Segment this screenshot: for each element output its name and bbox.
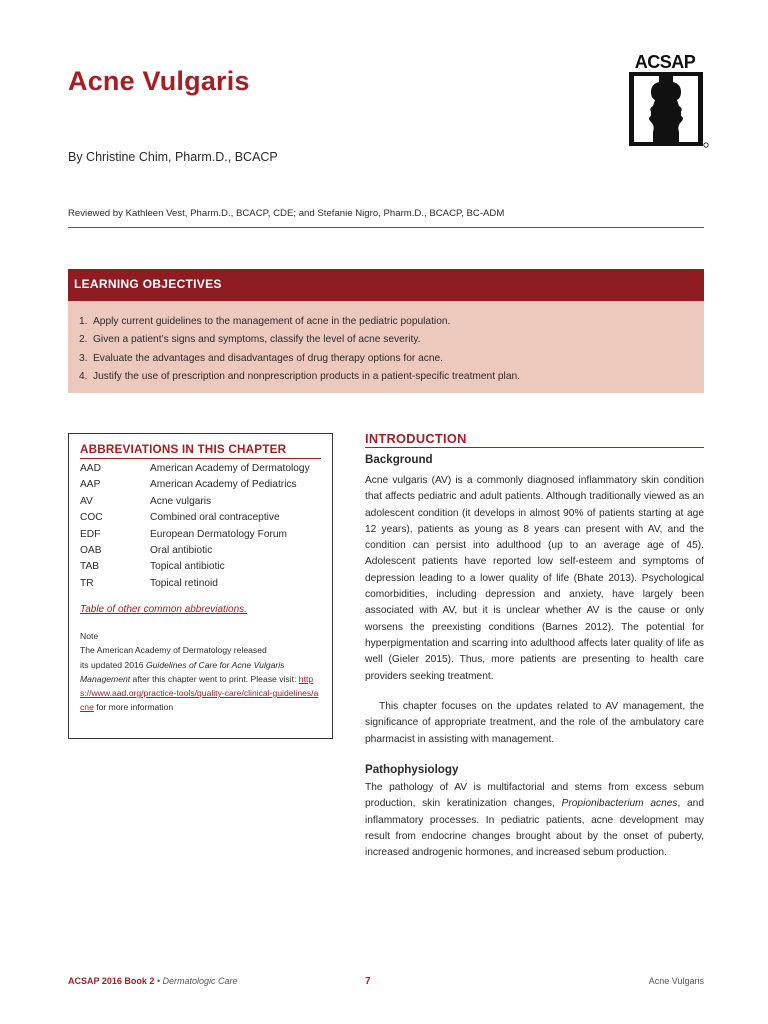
abbreviation-term: AAP bbox=[80, 479, 101, 491]
paragraph-text: , and inflammatory processes. In pediatric patients, acne development may result from endocrine changes brought about by the onset of puberty, increased androgenic hormones, and increased sebum production. bbox=[365, 798, 704, 859]
objective-number: 1. bbox=[79, 316, 88, 327]
author-line: By Christine Chim, Pharm.D., BCACP bbox=[68, 150, 278, 164]
abbreviation-row bbox=[80, 578, 321, 590]
footer-section: Dermatologic Care bbox=[162, 976, 238, 986]
footer-book-info bbox=[68, 976, 238, 986]
objective-text: Justify the use of prescription and nonprescription products in a patient-specific treatment plan. bbox=[93, 370, 520, 382]
page-number: 7 bbox=[365, 976, 371, 987]
learning-objectives-box bbox=[68, 269, 704, 393]
objective-text: Given a patient’s signs and symptoms, classify the level of acne severity. bbox=[93, 334, 421, 346]
objective-item bbox=[79, 368, 704, 386]
abbreviation-meaning: American Academy of Pediatrics bbox=[150, 479, 297, 491]
objective-text: Evaluate the advantages and disadvantages of drug therapy options for acne. bbox=[93, 352, 444, 364]
note-text: after this chapter went to print. Please visit: bbox=[130, 673, 299, 684]
abbreviation-term: AAD bbox=[80, 463, 101, 474]
objective-text: Apply current guidelines to the management of acne in the pediatric population. bbox=[93, 316, 451, 327]
note-paragraph bbox=[80, 658, 321, 715]
abbreviation-row bbox=[80, 561, 321, 573]
objective-item bbox=[79, 350, 704, 368]
page-title: Acne Vulgaris bbox=[68, 66, 250, 96]
objective-number: 4. bbox=[79, 370, 88, 382]
abbreviation-meaning: Acne vulgaris bbox=[150, 495, 212, 507]
paragraph-text: This chapter focuses on the updates related to AV management, the significance of appropriate treatment, and the role of the ambulatory care pharmacist in assisting with management. bbox=[365, 701, 704, 745]
reviewers-line: Reviewed by Kathleen Vest, Pharm.D., BCACP, CDE; and Stefanie Nigro, Pharm.D., BCACP, BC-ADM bbox=[68, 208, 505, 219]
objective-item bbox=[79, 331, 704, 349]
abbreviation-term: EDF bbox=[80, 528, 101, 540]
introduction-heading: INTRODUCTION bbox=[365, 431, 704, 448]
abbreviation-term: COC bbox=[80, 512, 103, 524]
abbreviation-meaning: American Academy of Dermatology bbox=[150, 463, 310, 474]
pathophysiology-heading: Pathophysiology bbox=[365, 763, 459, 776]
pathophysiology-paragraph bbox=[365, 780, 704, 861]
faces-logo-icon bbox=[629, 72, 709, 148]
note-text: for more information bbox=[93, 702, 174, 713]
header-divider bbox=[68, 227, 704, 228]
abbreviation-meaning: Topical antibiotic bbox=[150, 561, 225, 573]
logo-text: ACSAP bbox=[634, 52, 696, 72]
paragraph-text: The pathology of AV is multifactorial and stems from excess sebum production, skin keratinization changes, bbox=[365, 782, 704, 810]
learning-objectives-heading: LEARNING OBJECTIVES bbox=[68, 269, 704, 301]
guidelines-title: Guidelines of Care for Acne Vulgaris Management bbox=[80, 659, 285, 684]
abbreviation-row bbox=[80, 512, 321, 524]
footer-separator: • bbox=[154, 976, 163, 986]
abbreviation-row bbox=[80, 545, 321, 557]
note-text: its updated 2016 bbox=[80, 659, 146, 670]
guidelines-url-link[interactable]: https://www.aad.org/practice-tools/quality-care/clinical-guidelines/acne bbox=[80, 673, 319, 713]
abbreviation-term: AV bbox=[80, 495, 93, 507]
abbreviation-row bbox=[80, 529, 321, 541]
abbreviation-meaning: Combined oral contraceptive bbox=[150, 512, 280, 524]
background-heading: Background bbox=[365, 453, 433, 466]
footer-chapter-title: Acne Vulgaris bbox=[648, 976, 704, 986]
note-line: The American Academy of Dermatology released bbox=[80, 645, 267, 656]
background-paragraph-2 bbox=[365, 699, 704, 748]
abbreviation-row bbox=[80, 463, 321, 475]
abbreviation-meaning: Topical retinoid bbox=[150, 577, 218, 589]
abbreviation-meaning: European Dermatology Forum bbox=[150, 528, 288, 540]
objective-item bbox=[79, 313, 704, 331]
abbreviation-row bbox=[80, 496, 321, 508]
abbreviation-term: TAB bbox=[80, 561, 100, 573]
footer-book: ACSAP 2016 Book 2 bbox=[68, 976, 155, 986]
abbreviations-note bbox=[80, 629, 321, 714]
other-abbreviations-link[interactable]: Table of other common abbreviations. bbox=[80, 604, 247, 616]
objective-number: 2. bbox=[79, 334, 88, 346]
learning-objectives-list bbox=[68, 301, 704, 386]
background-paragraph: Acne vulgaris (AV) is a commonly diagnosed inflammatory skin condition that affects pediatric and adult patients. Although traditionally viewed as an adolescent condition (it develops in almost 90% of patients starting at age 12 years), patients as young as 8 years can present with AV, and the condition can persist into adulthood (up to an average age of 45). Adolescent patients have reported low self-esteem and symptoms of depression leading to a lower quality of life (Bhate 2013). Psychological comorbidities, including depression and anxiety, have largely been associated with AV, but it is unclear whether AV is the cause or only worsens the preexisting conditions (Barnes 2012). The potential for hyperpigmentation and scarring into adulthood affects later quality of life as well (Gieler 2015). Thus, more patients are presenting to health care providers seeking treatment. bbox=[365, 475, 704, 682]
note-label: Note bbox=[80, 631, 99, 642]
abbreviation-term: TR bbox=[80, 577, 94, 589]
abbreviation-meaning: Oral antibiotic bbox=[150, 545, 213, 557]
objective-number: 3. bbox=[79, 352, 88, 364]
abbreviation-term: OAB bbox=[80, 545, 102, 557]
acsap-logo bbox=[627, 52, 707, 148]
organism-name: Propionibacterium acnes bbox=[561, 798, 678, 810]
abbreviation-row bbox=[80, 479, 321, 491]
abbreviations-box bbox=[68, 433, 333, 739]
abbreviations-heading: ABBREVIATIONS IN THIS CHAPTER bbox=[80, 443, 321, 459]
